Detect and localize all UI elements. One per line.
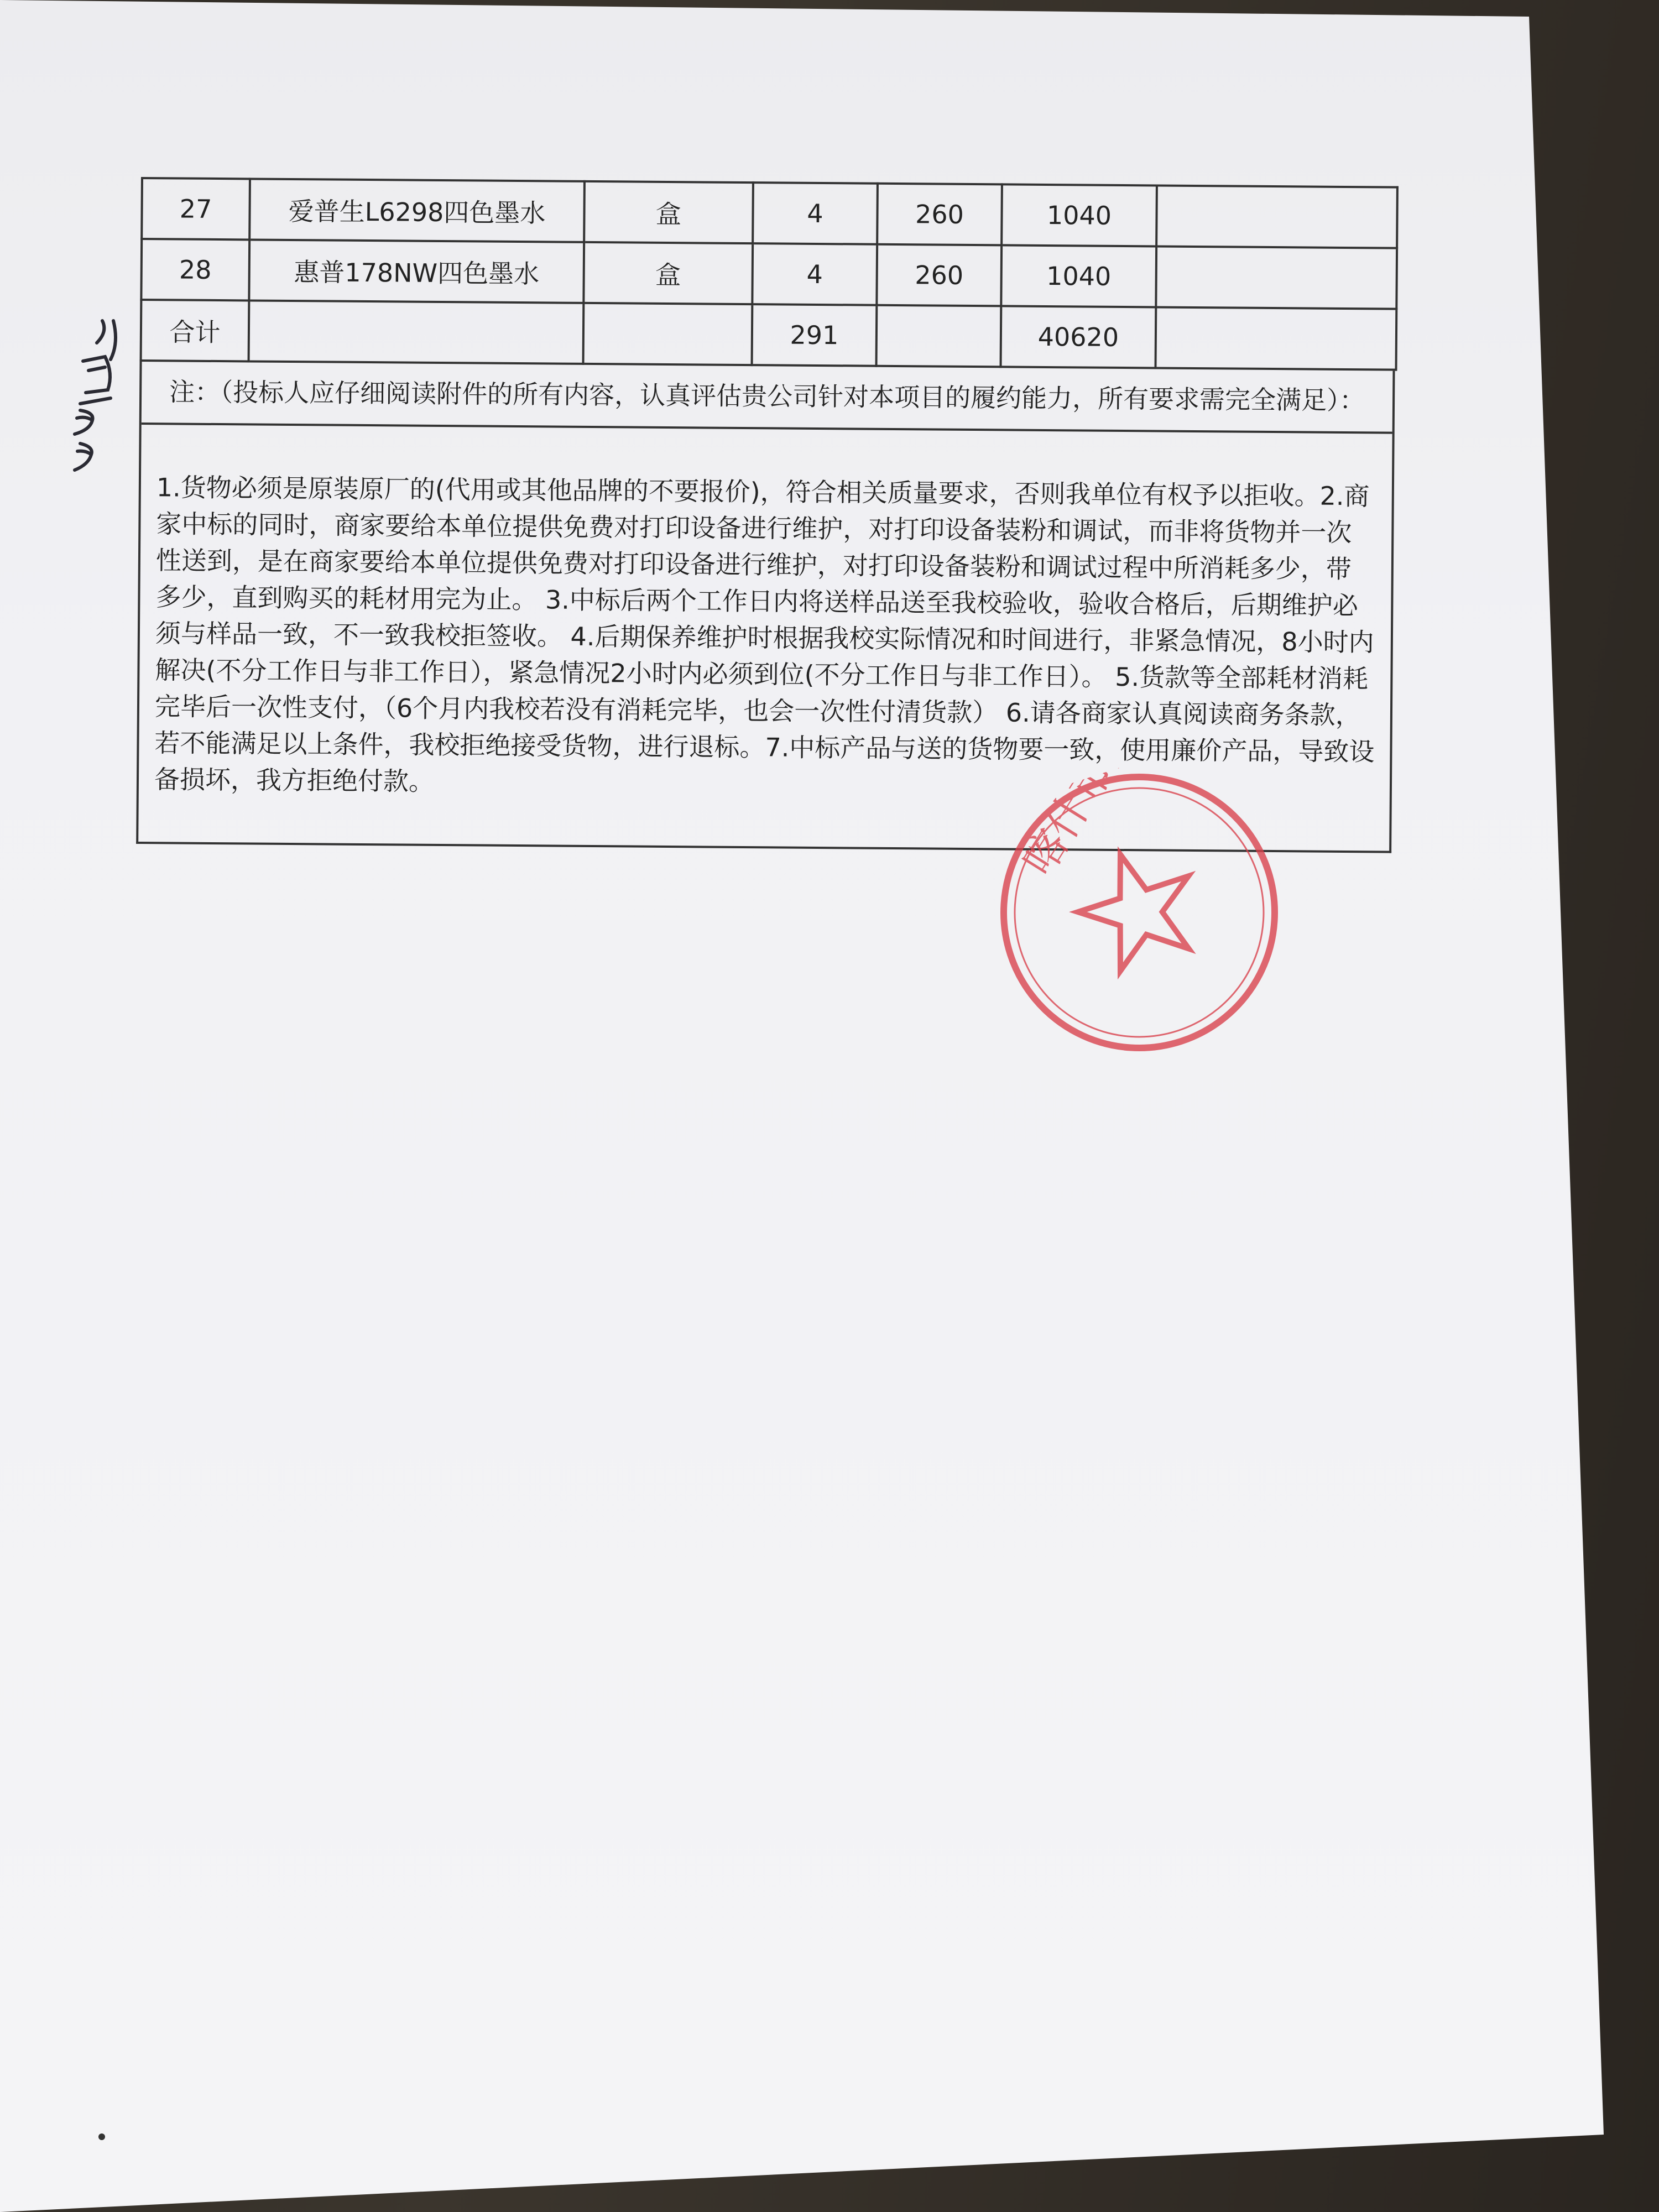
item-quantity: 4 [752, 243, 877, 305]
total-row [141, 300, 1397, 370]
item-remark [1156, 185, 1397, 248]
table-row [141, 239, 1397, 309]
table-row [142, 178, 1397, 248]
total-quantity: 291 [752, 304, 877, 366]
item-total: 1040 [1001, 184, 1157, 246]
total-blank [877, 305, 1001, 367]
item-unit: 盒 [584, 181, 753, 243]
item-unit-price: 260 [877, 244, 1001, 306]
svg-text:喀什市第十: 喀什市第十 [1013, 731, 1170, 884]
notes-text: 1.货物必须是原装原厂的(代用或其他品牌的不要报价)，符合相关质量要求，否则我单位有权予以拒收。2.商家中标的同时，商家要给本单位提供免费对打印设备进行维护，对打印设备装粉和调试，而非将货物并一次性送到，是在商家要给本单位提供免费对打印设备进行维护，对打印设备装粉和调试过程中所消耗多少，带多少，直到购买的耗材用完为止。 3.中标后两个工作日内将送样品送至我校验收，验收合格后，后期维护必须与样品一致，不一致我校拒签收。 4.后期保养维护时根据我校实际情况和时间进行，非紧急情况，8小时内解决(不分工作日与非工作日），紧急情况2小时内必须到位(不分工作日与非工作日）。 5.货款等全部耗材消耗完毕后一次性支付，（6个月内我校若没有消耗完毕，也会一次性付清货款） 6.请各商家认真阅读商务条款，若不能满足以上条件，我校拒绝接受货物，进行退标。7.中标产品与送的货物要一致，使用廉价产品，导致设备损坏，我方拒绝付款。 [154, 472, 1375, 796]
items-table [140, 177, 1399, 371]
total-amount: 40620 [1001, 306, 1156, 368]
item-name: 惠普178NW四色墨水 [249, 239, 584, 302]
item-unit-price: 260 [877, 184, 1002, 246]
item-quantity: 4 [753, 182, 878, 244]
row-number: 28 [141, 239, 249, 300]
item-unit: 盒 [583, 242, 753, 304]
row-number: 27 [142, 178, 250, 239]
paper-speck [98, 2133, 105, 2140]
notes-heading: 注：（投标人应仔细阅读附件的所有内容，认真评估贵公司针对本项目的履约能力，所有要求需完全满足）： [142, 362, 1393, 434]
total-remark [1156, 307, 1397, 369]
total-blank [249, 300, 584, 363]
handwritten-note [64, 310, 130, 476]
item-remark [1156, 246, 1397, 309]
total-label: 合计 [141, 300, 249, 361]
item-total: 1040 [1001, 245, 1156, 307]
item-name: 爱普生L6298四色墨水 [249, 179, 585, 242]
total-blank [583, 303, 753, 365]
